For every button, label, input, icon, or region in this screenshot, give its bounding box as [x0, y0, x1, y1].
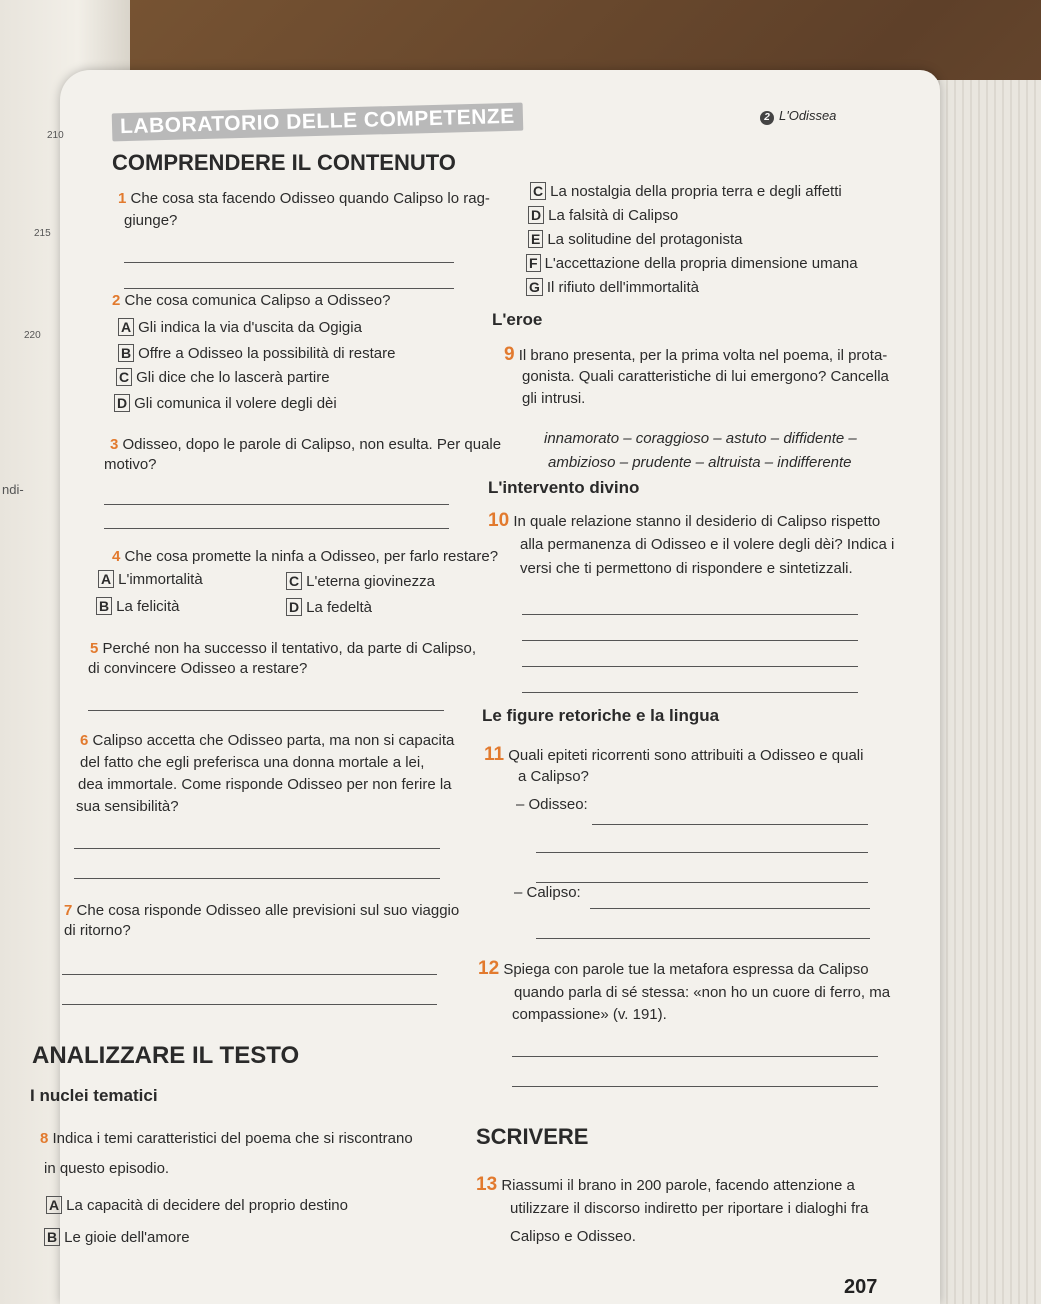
section-eroe: L'eroe [492, 310, 543, 329]
option-text: L'immortalità [118, 571, 203, 588]
option-letter: B [44, 1228, 60, 1246]
section-intervento: L'intervento divino [488, 478, 640, 497]
answer-line[interactable] [522, 614, 858, 615]
section-nuclei: I nuclei tematici [30, 1086, 158, 1105]
option-8d[interactable] [528, 206, 678, 224]
answer-line[interactable] [590, 908, 870, 909]
answer-line[interactable] [522, 640, 858, 641]
question-number: 6 [80, 732, 89, 749]
question-4 [112, 548, 498, 565]
margin-ref-220: 220 [24, 330, 41, 341]
option-letter: C [530, 182, 546, 200]
option-text: Offre a Odisseo la possibilità di restare [138, 345, 396, 362]
option-letter: A [98, 570, 114, 588]
question-13-line2: utilizzare il discorso indiretto per riportare i dialoghi fra [510, 1200, 869, 1217]
answer-line[interactable] [124, 262, 454, 263]
question-text: Calipso accetta che Odisseo parta, ma non si capacita [92, 732, 455, 749]
option-letter: D [114, 394, 130, 412]
option-8f[interactable] [526, 254, 858, 272]
question-number: 10 [488, 510, 510, 531]
question-number: 9 [504, 344, 515, 365]
answer-line[interactable] [104, 504, 449, 505]
question-text: Che cosa comunica Calipso a Odisseo? [124, 292, 391, 309]
answer-line[interactable] [536, 938, 870, 939]
option-2c[interactable] [116, 368, 330, 386]
option-letter: A [46, 1196, 62, 1214]
option-letter: D [528, 206, 544, 224]
question-5 [90, 640, 476, 657]
question-13-line3: Calipso e Odisseo. [510, 1228, 636, 1245]
question-number: 7 [64, 902, 73, 919]
answer-line[interactable] [512, 1056, 878, 1057]
question-6-line2: del fatto che egli preferisca una donna mortale a lei, [80, 754, 425, 771]
option-text: La felicità [116, 598, 180, 615]
question-number: 12 [478, 958, 500, 979]
option-4b[interactable] [96, 597, 180, 615]
answer-line[interactable] [536, 852, 868, 853]
question-7-cont: di ritorno? [64, 922, 131, 939]
section-analizzare: ANALIZZARE IL TESTO [32, 1042, 300, 1069]
option-text: Gli indica la via d'uscita da Ogigia [138, 319, 362, 336]
question-11 [484, 744, 863, 766]
chapter-label [760, 108, 836, 125]
option-text: La falsità di Calipso [548, 207, 679, 224]
option-letter: F [526, 254, 541, 272]
answer-line[interactable] [88, 710, 444, 711]
question-9-line2: gonista. Quali caratteristiche di lui emergono? Cancella [522, 368, 889, 385]
question-8-cont: in questo episodio. [44, 1160, 170, 1177]
question-text: Riassumi il brano in 200 parole, facendo attenzione a [501, 1177, 855, 1194]
lab-title: LABORATORIO DELLE COMPETENZE [112, 103, 523, 142]
section-scrivere: SCRIVERE [476, 1124, 589, 1149]
option-letter: B [118, 344, 134, 362]
margin-ref-215: 215 [34, 228, 51, 239]
answer-line[interactable] [124, 288, 454, 289]
chapter-number-badge: 2 [760, 111, 774, 125]
question-number: 4 [112, 548, 121, 565]
question-5-cont: di convincere Odisseo a restare? [88, 660, 308, 677]
answer-line[interactable] [522, 666, 858, 667]
question-9-words1: innamorato – coraggioso – astuto – diffidente – [544, 430, 857, 447]
answer-line[interactable] [592, 824, 868, 825]
question-9-line3: gli intrusi. [522, 390, 586, 407]
option-text: L'accettazione della propria dimensione umana [544, 255, 858, 272]
option-2a[interactable] [118, 318, 362, 336]
option-letter: G [526, 278, 543, 296]
option-letter: B [96, 597, 112, 615]
margin-ref-ndi: ndi- [2, 482, 24, 497]
option-letter: D [286, 598, 302, 616]
option-8g[interactable] [526, 278, 699, 296]
question-text: Spiega con parole tue la metafora espressa da Calipso [503, 961, 869, 978]
section-comprendere: COMPRENDERE IL CONTENUTO [112, 150, 456, 175]
option-text: La solitudine del protagonista [547, 231, 743, 248]
option-text: La capacità di decidere del proprio destino [66, 1197, 348, 1214]
option-letter: E [528, 230, 543, 248]
option-text: Gli comunica il volere degli dèi [134, 395, 337, 412]
answer-line[interactable] [512, 1086, 878, 1087]
question-13 [476, 1174, 855, 1196]
question-text: Che cosa sta facendo Odisseo quando Calipso lo rag- [130, 190, 490, 207]
answer-line[interactable] [62, 1004, 437, 1005]
question-12 [478, 958, 869, 980]
answer-line[interactable] [104, 528, 449, 529]
question-8 [40, 1130, 413, 1147]
option-8c[interactable] [530, 182, 842, 200]
question-10 [488, 510, 880, 532]
question-number: 13 [476, 1174, 498, 1195]
section-figure: Le figure retoriche e la lingua [482, 706, 720, 725]
question-7 [64, 902, 459, 919]
question-text: In quale relazione stanno il desiderio di Calipso rispetto [513, 513, 881, 530]
option-letter: C [116, 368, 132, 386]
calipso-label: – Calipso: [514, 884, 581, 901]
question-11-line2: a Calipso? [518, 768, 589, 785]
option-text: La fedeltà [306, 599, 373, 616]
option-2d[interactable] [114, 394, 337, 412]
question-number: 5 [90, 640, 99, 657]
question-3-cont: motivo? [104, 456, 157, 473]
question-6 [80, 732, 454, 749]
question-9-words2: ambizioso – prudente – altruista – indifferente [548, 454, 852, 471]
answer-line[interactable] [62, 974, 437, 975]
option-8e[interactable] [528, 230, 742, 248]
option-letter: C [286, 572, 302, 590]
option-letter: A [118, 318, 134, 336]
chapter-title: L'Odissea [779, 108, 837, 123]
question-text: Che cosa promette la ninfa a Odisseo, per farlo restare? [124, 548, 499, 565]
question-12-line2: quando parla di sé stessa: «non ho un cuore di ferro, ma [514, 984, 891, 1001]
odisseo-label: – Odisseo: [516, 796, 588, 813]
question-6-line3: dea immortale. Come risponde Odisseo per non ferire la [78, 776, 452, 793]
option-4d[interactable] [286, 598, 372, 616]
question-number: 2 [112, 292, 121, 309]
question-number: 8 [40, 1130, 49, 1147]
question-3 [110, 436, 501, 453]
answer-line[interactable] [536, 882, 868, 883]
question-1-cont: giunge? [124, 212, 178, 229]
question-text: Che cosa risponde Odisseo alle previsioni sul suo viaggio [76, 902, 460, 919]
option-text: La nostalgia della propria terra e degli affetti [550, 183, 842, 200]
option-text: Gli dice che lo lascerà partire [136, 369, 330, 386]
answer-line[interactable] [74, 878, 440, 879]
answer-line[interactable] [74, 848, 440, 849]
question-number: 11 [484, 744, 505, 765]
question-1 [118, 190, 490, 207]
option-4c[interactable] [286, 572, 435, 590]
option-8b[interactable] [44, 1228, 190, 1246]
question-2 [112, 292, 391, 309]
option-text: Il rifiuto dell'immortalità [546, 279, 699, 296]
question-text: Odisseo, dopo le parole di Calipso, non esulta. Per quale [122, 436, 502, 453]
question-9 [504, 344, 887, 366]
option-4a[interactable] [98, 570, 203, 588]
question-text: Quali epiteti ricorrenti sono attribuiti a Odisseo e quali [508, 747, 864, 764]
question-6-line4: sua sensibilità? [76, 798, 179, 815]
question-number: 1 [118, 190, 127, 207]
question-text: Indica i temi caratteristici del poema che si riscontrano [52, 1130, 413, 1147]
option-8a[interactable] [46, 1196, 348, 1214]
option-2b[interactable] [118, 344, 395, 362]
page-number: 207 [844, 1276, 878, 1298]
question-text: Il brano presenta, per la prima volta nel poema, il prota- [518, 347, 888, 364]
option-text: L'eterna giovinezza [306, 573, 435, 590]
margin-ref-210: 210 [47, 130, 64, 141]
question-12-line3: compassione» (v. 191). [512, 1006, 667, 1023]
option-text: Le gioie dell'amore [64, 1229, 190, 1246]
question-10-line2: alla permanenza di Odisseo e il volere degli dèi? Indica i [520, 536, 895, 553]
question-10-line3: versi che ti permettono di rispondere e sintetizzali. [520, 560, 853, 577]
answer-line[interactable] [522, 692, 858, 693]
question-text: Perché non ha successo il tentativo, da parte di Calipso, [102, 640, 477, 657]
question-number: 3 [110, 436, 119, 453]
